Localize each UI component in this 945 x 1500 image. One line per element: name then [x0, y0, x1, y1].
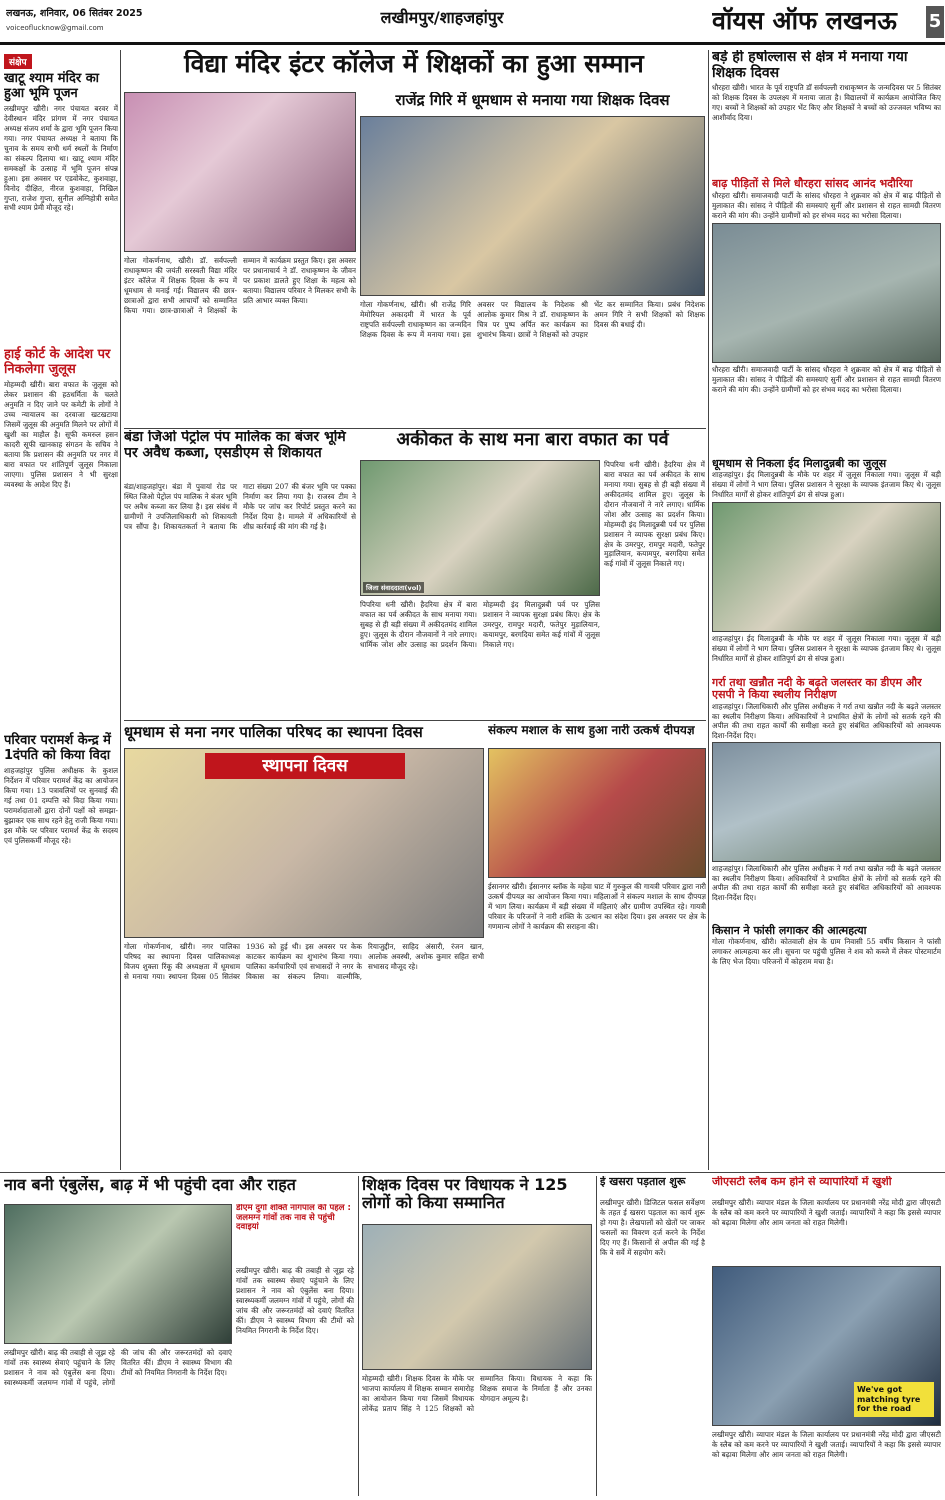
right-story3-body-cont: शाहजहांपुर। ईद मिलादुन्नबी के मौके पर शहर में जुलूस निकाला गया। जुलूस में बड़ी संख्या में लोगों ने भाग लिया। पुलिस प्रशासन ने सुरक्षा के व्यापक इंतजाम किए थे। जुलूस निर्धारित मार्गों से होकर शांतिपूर्ण ढंग से संपन्न हुआ। — [712, 633, 941, 663]
sthapna-photo — [124, 748, 484, 938]
khasra-headline: ई खसरा पड़ताल शुरू — [600, 1176, 686, 1188]
right-story3-photo — [712, 502, 941, 632]
petrol-headline: बंडा जिओ पेट्रोल पंप मालिक का बंजर भूमि पर अवैध कब्जा, एसडीएम से शिकायत — [124, 430, 346, 461]
right-story2-headline: बाढ़ पीड़ितों से मिले धौरहरा सांसद आनंद भदौरिया — [712, 177, 913, 191]
bottom-divider2 — [596, 1176, 597, 1496]
rajendra-photo — [360, 116, 705, 296]
boat-subheadline: डीएम दुर्गा शक्ति नागपाल की पहल : जलमग्न गांवों तक नाव से पहुंची दवाइयां — [236, 1204, 351, 1233]
bottom-divider1 — [358, 1176, 359, 1496]
lead-headline: विद्या मंदिर इंटर कॉलेज में शिक्षकों का हुआ सम्मान — [184, 50, 644, 78]
gst-body-cont: लखीमपुर खीरी। व्यापार मंडल के जिला कार्यालय पर प्रधानमंत्री नरेंद्र मोदी द्वारा जीएसटी के स्लैब को कम करने पर व्यापारियों ने खुशी जताई। व्यापारियों ने कहा कि इससे व्यापार को बढ़ावा मिलेगा और आम जनता को राहत मिलेगी। — [712, 1430, 941, 1459]
rule-bottom — [0, 1172, 945, 1173]
date-line: लखनऊ, शनिवार, 06 सितंबर 2025 — [6, 8, 143, 19]
akikat-body-cont: पिपरिया धनी खीरी। हैदरिया क्षेत्र में बारा वफात का पर्व अकीदत के साथ मनाया गया। सुबह से ही बड़ी संख्या में अकीदतमंद शामिल हुए। जुलूस के दौरान नौजवानों ने नारे लगाए। धार्मिक जोश और उत्साह का प्रदर्शन किया। मोहम्मदी इंद मिलादुन्नबी पर्व पर पुलिस प्रशासन ने व्यापक सुरक्षा प्रबंध किए। क्षेत्र के उमरपुर, रामपुर मदारी, फतेपुर मुड़ालियान, कयामपुर, बरगदिया समेत कई गांवों में जुलूस निकाले गए। — [360, 600, 600, 649]
sidebar-story3-body: शाहजहांपुर पुलिस अधीक्षक के कुशल निर्देशन में परिवार परामर्श केंद्र का आयोजन किया गया। 13 पत्रावलियों पर सुनवाई की गई तथा 01 दम्पत्ति को विदा किया गया। परामर्शदाताओं द्वारा दोनों पक्षों को समझा-बुझाकर एक साथ रहने हेतु राजी किया गया। इस मौके पर परिवार परामर्श केंद्र के सदस्य एवं पुलिसकर्मी मौजूद रहे। — [4, 766, 118, 845]
right-story3-body: शाहजहांपुर। ईद मिलादुन्नबी के मौके पर शहर में जुलूस निकाला गया। जुलूस में बड़ी संख्या में लोगों ने भाग लिया। पुलिस प्रशासन ने सुरक्षा के व्यापक इंतजाम किए थे। जुलूस निर्धारित मार्गों से होकर शांतिपूर्ण ढंग से संपन्न हुआ। — [712, 469, 941, 499]
vidhayak-body: मोहम्मदी खीरी। शिक्षक दिवस के मौके पर भाजपा कार्यालय में शिक्षक सम्मान समारोह का आयोजन किया गया जिसमें विधायक लोकेंद्र प्रताप सिंह ने 125 शिक्षकों को सम्मानित किया। विधायक ने कहा कि शिक्षक समाज के निर्माता हैं और उनका योगदान अमूल्य है। — [362, 1374, 592, 1413]
right-story3-headline: धूमधाम से निकला ईद मिलादुन्नबी का जुलूस — [712, 456, 887, 470]
gst-photo-sign: We've got matching tyre for the road — [854, 1382, 934, 1417]
mashal-headline: संकल्प मशाल के साथ हुआ नारी उत्कर्ष दीपयज्ञ — [488, 724, 695, 737]
gst-body: लखीमपुर खीरी। व्यापार मंडल के जिला कार्यालय पर प्रधानमंत्री नरेंद्र मोदी द्वारा जीएसटी के स्लैब को कम करने पर व्यापारियों ने खुशी जताई। व्यापारियों ने कहा कि इससे व्यापार को बढ़ावा मिलेगा और आम जनता को राहत मिलेगी। — [712, 1198, 941, 1227]
lead-body: गोला गोकर्णनाथ, खीरी। डॉ. सर्वपल्ली राधाकृष्णन की जयंती सरस्वती विद्या मंदिर इंटर कॉलेज में शिक्षक दिवस के रूप में धूमधाम से मनाई गई। विद्यालय की छात्र-छात्राओं द्वारा सभी आचार्यों को सम्मानित किया गया। छात्र-छात्राओं ने शिक्षकों के सम्मान में कार्यक्रम प्रस्तुत किए। इस अवसर पर प्रधानाचार्य ने डॉ. राधाकृष्णन के जीवन पर प्रकाश डालते हुए शिक्षा के महत्व को बताया। विद्यालय परिवार ने मिलकर सभी के प्रति आभार व्यक्त किया। — [124, 256, 356, 315]
sidebar-story1-headline: खाटू श्याम मंदिर का हुआ भूमि पूजन — [4, 71, 100, 101]
right-story5-body: गोला गोकर्णनाथ, खीरी। कोतवाली क्षेत्र के ग्राम निवासी 55 वर्षीय किसान ने फांसी लगाकर आत्महत्या कर ली। सूचना पर पहुंची पुलिस ने शव को कब्जे में लेकर पोस्टमार्टम के लिए भेज दिया। परिजनों में कोहराम मचा है। — [712, 936, 941, 966]
masthead-rule — [0, 42, 945, 45]
right-story2-photo — [712, 223, 941, 363]
sthapna-banner: स्थापना दिवस — [205, 753, 405, 779]
sidebar-divider — [120, 50, 121, 1170]
rule-mid2 — [124, 720, 706, 721]
right-story2-body-cont: धौरहरा खीरी। समाजवादी पार्टी के सांसद धौरहरा ने शुक्रवार को क्षेत्र में बाढ़ पीड़ितों से मुलाकात की। सांसद ने पीड़ितों की समस्याएं सुनीं और प्रशासन से राहत सामग्री वितरण कराने की मांग की। उन्होंने ग्रामीणों को हर संभव मदद का भरोसा दिलाया। — [712, 364, 941, 394]
sidebar-story1-body: लखीमपुर खीरी। नगर पंचायत बरवर में देवीस्थान मंदिर प्रांगण में नगर पंचायत अध्यक्ष संजय शर्मा के द्वारा भूमि पूजन किया गया। नगर पंचायत अध्यक्ष ने बताया कि चुनाव के समय सभी धर्म स्थलों के निर्माण का संकल्प दिलाया था। खाटू श्याम मंदिर समकक्षों के उत्साह में भूमि पूजन संपन्न हुआ। इस अवसर पर एडवोकेट, कुशवाहा, विनोद दीक्षित, नीरज कुशवाहा, निखिल गुप्ता, राजेश गुप्ता, सुनील अग्निहोत्री समेत सभी श्याम प्रेमी मौजूद रहे। — [4, 104, 118, 213]
akikat-photo — [360, 460, 600, 596]
gst-headline: जीएसटी स्लैब कम होने से व्यापारियों में खुशी — [712, 1176, 892, 1188]
akikat-headline: अकीकत के साथ मना बारा वफात का पर्व — [396, 430, 669, 450]
sidebar — [4, 50, 118, 1170]
section-title: लखीमपुर/शाहजहांपुर — [380, 8, 504, 27]
akikat-photo-caption: जिला संवाददाता(vol) — [363, 582, 424, 593]
boat-photo — [4, 1204, 232, 1344]
mashal-body: ईसानगर खीरी। ईसानगर ब्लॉक के महेवा घाट में गुरुकुल की गायत्री परिवार द्वारा नारी उत्कर्ष दीपयज्ञ का आयोजन किया गया। महिलाओं ने संकल्प मशाल के साथ दीपयज्ञ में भाग लिया। कार्यक्रम में बड़ी संख्या में महिलाएं और ग्रामीण उपस्थित रहे। गायत्री परिवार के परिजनों ने नारी शक्ति के उत्थान का संदेश दिया। इस अवसर पर क्षेत्र के गणमान्य लोगों ने कार्यक्रम की सराहना की। — [488, 882, 706, 931]
lead-photo — [124, 92, 356, 252]
right-story4-body-cont: शाहजहांपुर। जिलाधिकारी और पुलिस अधीक्षक ने गर्रा तथा खन्नौत नदी के बढ़ते जलस्तर का स्थलीय निरीक्षण किया। अधिकारियों ने प्रभावित क्षेत्रों के लोगों को सतर्क रहने की अपील की तथा राहत कार्यों की समीक्षा करते हुए संबंधित अधिकारियों को आवश्यक दिशा-निर्देश दिए। — [712, 863, 941, 903]
boat-body: लखीमपुर खीरी। बाढ़ की तबाही से जूझ रहे गांवों तक स्वास्थ्य सेवाएं पहुंचाने के लिए प्रशासन ने नाव को एंबुलेंस बना दिया। स्वास्थ्यकर्मी जलमग्न गांवों में पहुंचे, लोगों की जांच की और जरूरतमंदों को दवाएं वितरित कीं। डीएम ने स्वास्थ्य विभाग की टीमों को नियमित निगरानी के निर्देश दिए। — [236, 1266, 354, 1335]
gst-photo — [712, 1266, 941, 1426]
vidhayak-photo — [362, 1224, 592, 1370]
sthapna-headline: धूमधाम से मना नगर पालिका परिषद का स्थापना दिवस — [124, 724, 423, 741]
sidebar-label: संक्षेप — [4, 54, 32, 69]
right-divider — [708, 50, 709, 1170]
right-story4-photo — [712, 742, 941, 862]
paper-name: वॉयस ऑफ लखनऊ — [712, 6, 897, 35]
sidebar-story2-body: मोहम्मदी खीरी। बारा वफात के जुलूस को लेकर प्रशासन की हठधर्मिता के चलते अनुमति न दिए जाने पर कमेटी के लोगों ने उच्च न्यायालय का दरवाजा खटखटाया जिसमें जुलूस की अनुमति मिलने पर लोगों में खुशी का माहौल है। सूफी कमरुल हसन कादरी सूफी खानकाह संगठन के सचिव ने बताया कि प्रशासन की अनुमति पर नगर में बारा वफात पर शांतिपूर्ण जुलूस निकाला जाएगा। पुलिस प्रशासन ने भी सुरक्षा व्यवस्था के आदेश दिए हैं। — [4, 380, 118, 489]
right-story1-headline: बड़े ही हर्षोल्लास से क्षेत्र में मनाया गया शिक्षक दिवस — [712, 50, 908, 81]
email: voiceoflucknow@gmail.com — [6, 24, 104, 32]
khasra-body: लखीमपुर खीरी। डिजिटल फसल सर्वेक्षण के तहत ई खसरा पड़ताल का कार्य शुरू हो गया है। लेखपालों को खेतों पर जाकर फसलों का विवरण दर्ज करने के निर्देश दिए गए हैं। किसानों से अपील की गई है कि वे सर्वे में सहयोग करें। — [600, 1198, 705, 1257]
right-column — [712, 50, 941, 1170]
sidebar-story2-headline: हाई कोर्ट के आदेश पर निकलेगा जुलूस — [4, 347, 111, 377]
mashal-photo — [488, 748, 706, 878]
right-story5-headline: किसान ने फांसी लगाकर की आत्महत्या — [712, 923, 867, 937]
petrol-body: बंडा/शाहजहांपुर। बंडा में पुवायां रोड पर स्थित जिओ पेट्रोल पंप मालिक ने बंजर भूमि पर अवैध कब्जा कर लिया है। इस संबंध में ग्रामीणों ने उपजिलाधिकारी को शिकायती पत्र सौंपा है। शिकायतकर्ता ने बताया कि गाटा संख्या 207 की बंजर भूमि पर पक्का निर्माण कर लिया गया है। राजस्व टीम ने मौके पर जांच कर रिपोर्ट प्रस्तुत करने का निर्देश दिया है। मामले में अधिकारियों से शीघ्र कार्रवाई की मांग की गई है। — [124, 482, 356, 531]
right-story4-headline: गर्रा तथा खन्नौत नदी के बढ़ते जलस्तर का डीएम और एसपी ने किया स्थलीय निरीक्षण — [712, 675, 922, 702]
boat-body-cont: लखीमपुर खीरी। बाढ़ की तबाही से जूझ रहे गांवों तक स्वास्थ्य सेवाएं पहुंचाने के लिए प्रशासन ने नाव को एंबुलेंस बना दिया। स्वास्थ्यकर्मी जलमग्न गांवों में पहुंचे, लोगों की जांच की और जरूरतमंदों को दवाएं वितरित कीं। डीएम ने स्वास्थ्य विभाग की टीमों को नियमित निगरानी के निर्देश दिए। — [4, 1348, 232, 1387]
sidebar-story3-headline: परिवार परामर्श केन्द्र में 1दंपति को किया विदा — [4, 733, 111, 763]
page-number: 5 — [926, 6, 944, 38]
rajendra-headline: राजेंद्र गिरि में धूमधाम से मनाया गया शिक्षक दिवस — [395, 92, 670, 109]
akikat-body: पिपरिया धनी खीरी। हैदरिया क्षेत्र में बारा वफात का पर्व अकीदत के साथ मनाया गया। सुबह से ही बड़ी संख्या में अकीदतमंद शामिल हुए। जुलूस के दौरान नौजवानों ने नारे लगाए। धार्मिक जोश और उत्साह का प्रदर्शन किया। मोहम्मदी इंद मिलादुन्नबी पर्व पर पुलिस प्रशासन ने व्यापक सुरक्षा प्रबंध किए। क्षेत्र के उमरपुर, रामपुर मदारी, फतेपुर मुड़ालियान, कयामपुर, बरगदिया समेत कई गांवों में जुलूस निकाले गए। — [604, 460, 705, 569]
sthapna-body: गोला गोकर्णनाथ, खीरी। नगर पालिका परिषद का स्थापना दिवस पालिकाध्यक्ष विजय शुक्ला रिंकू की अध्यक्षता में धूमधाम से मनाया गया। स्थापना दिवस 05 सितंबर 1936 को हुई थी। इस अवसर पर केक काटकर कार्यक्रम का शुभारंभ किया गया। पालिका कर्मचारियों एवं सभासदों ने नगर के विकास का संकल्प लिया। वाल्मीकि, रियाजुद्दीन, साहिद अंसारी, रंजन खान, आलोक अवस्थी, अशोक कुमार सहित सभी सभासद मौजूद रहे। — [124, 942, 484, 981]
rajendra-body: गोला गोकर्णनाथ, खीरी। श्री राजेंद्र गिरि मेमोरियल अकादमी में भारत के पूर्व राष्ट्रपति सर्वपल्ली राधाकृष्णन का जन्मदिन शिक्षक दिवस के रूप में मनाया गया। इस अवसर पर विद्यालय के निदेशक श्री आलोक कुमार मिश्र ने डॉ. राधाकृष्णन के चित्र पर पुष्प अर्पित कर कार्यक्रम का शुभारंभ किया। छात्रों ने शिक्षकों को उपहार भेंट कर सम्मानित किया। प्रबंध निदेशक अमन गिरि ने सभी शिक्षकों को शिक्षक दिवस की बधाई दी। — [360, 300, 705, 339]
right-story2-body: धौरहरा खीरी। समाजवादी पार्टी के सांसद धौरहरा ने शुक्रवार को क्षेत्र में बाढ़ पीड़ितों से मुलाकात की। सांसद ने पीड़ितों की समस्याएं सुनीं और प्रशासन से राहत सामग्री वितरण कराने की मांग की। उन्होंने ग्रामीणों को हर संभव मदद का भरोसा दिलाया। — [712, 190, 941, 220]
vidhayak-headline: शिक्षक दिवस पर विधायक ने 125 लोगों को किया सम्मानित — [362, 1176, 568, 1212]
rule-mid1 — [124, 428, 706, 429]
right-story4-body: शाहजहांपुर। जिलाधिकारी और पुलिस अधीक्षक ने गर्रा तथा खन्नौत नदी के बढ़ते जलस्तर का स्थलीय निरीक्षण किया। अधिकारियों ने प्रभावित क्षेत्रों के लोगों को सतर्क रहने की अपील की तथा राहत कार्यों की समीक्षा करते हुए संबंधित अधिकारियों को आवश्यक दिशा-निर्देश दिए। — [712, 701, 941, 740]
right-story1-body: धौरहरा खीरी। भारत के पूर्व राष्ट्रपति डॉ सर्वपल्ली राधाकृष्णन के जन्मदिवस पर 5 सितंबर को शिक्षक दिवस के उपलक्ष्य में मनाया जाता है। विद्यालयों में कार्यक्रम आयोजित किए गए। बच्चों ने शिक्षकों को उपहार भेंट किए और शिक्षकों ने बच्चों को उज्जवल भविष्य का आशीर्वाद दिया। — [712, 83, 941, 123]
boat-headline: नाव बनी एंबुलेंस, बाढ़ में भी पहुंची दवा और राहत — [4, 1176, 296, 1194]
masthead-left — [6, 6, 176, 40]
